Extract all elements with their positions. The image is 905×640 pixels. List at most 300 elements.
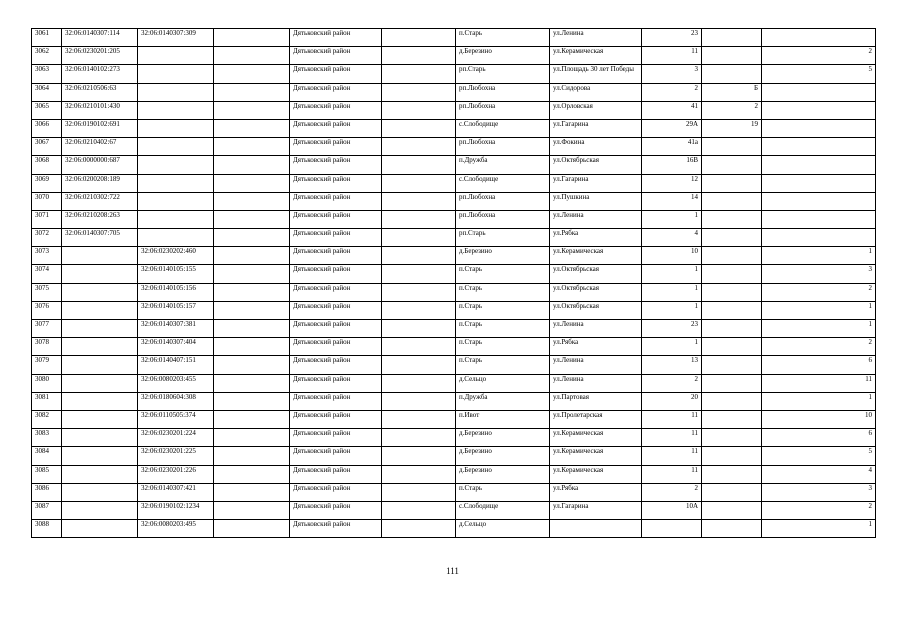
- settlement-cell: рп.Любохна: [456, 138, 550, 156]
- row-number-cell: 3078: [32, 338, 62, 356]
- street-cell: ул.Керамическая: [550, 429, 642, 447]
- house-number-cell: 41а: [642, 138, 702, 156]
- row-number-cell: 3068: [32, 156, 62, 174]
- cadastral-number-cell: [62, 356, 138, 374]
- empty-cell: [382, 138, 456, 156]
- settlement-cell: рп.Любохна: [456, 83, 550, 101]
- row-number-cell: 3070: [32, 192, 62, 210]
- street-cell: ул.Рябка: [550, 338, 642, 356]
- empty-cell: [382, 483, 456, 501]
- table-row: [32, 392, 876, 410]
- settlement-cell: п.Ивот: [456, 410, 550, 428]
- room-cell: 2: [762, 501, 876, 519]
- extra-cell: [214, 501, 290, 519]
- cadastral-number-2-cell: 32:06:0080203:455: [138, 374, 214, 392]
- extra-cell: [214, 247, 290, 265]
- row-number-cell: 3061: [32, 29, 62, 47]
- cadastral-number-2-cell: 32:06:0140307:421: [138, 483, 214, 501]
- room-cell: 2: [762, 338, 876, 356]
- row-number-cell: 3076: [32, 301, 62, 319]
- page-number: 111: [446, 566, 459, 576]
- settlement-cell: п.Старь: [456, 483, 550, 501]
- apartment-cell: [702, 156, 762, 174]
- row-number-cell: 3087: [32, 501, 62, 519]
- district-cell: Дятьковский район: [290, 29, 382, 47]
- room-cell: [762, 192, 876, 210]
- street-cell: ул.Керамическая: [550, 465, 642, 483]
- district-cell: Дятьковский район: [290, 356, 382, 374]
- apartment-cell: [702, 338, 762, 356]
- district-cell: Дятьковский район: [290, 374, 382, 392]
- cadastral-number-2-cell: 32:06:0230202:460: [138, 247, 214, 265]
- street-cell: ул.Гагарина: [550, 174, 642, 192]
- street-cell: ул.Гагарина: [550, 501, 642, 519]
- row-number-cell: 3071: [32, 210, 62, 228]
- settlement-cell: д.Березино: [456, 447, 550, 465]
- cadastral-number-cell: [62, 465, 138, 483]
- empty-cell: [382, 119, 456, 137]
- row-number-cell: 3062: [32, 47, 62, 65]
- cadastral-number-2-cell: [138, 47, 214, 65]
- cadastral-number-cell: [62, 483, 138, 501]
- room-cell: [762, 174, 876, 192]
- table-row: [32, 501, 876, 519]
- apartment-cell: Б: [702, 83, 762, 101]
- extra-cell: [214, 320, 290, 338]
- cadastral-number-cell: 32:06:0200208:189: [62, 174, 138, 192]
- cadastral-number-2-cell: [138, 138, 214, 156]
- row-number-cell: 3079: [32, 356, 62, 374]
- cadastral-number-cell: 32:06:0140307:705: [62, 229, 138, 247]
- room-cell: [762, 101, 876, 119]
- street-cell: [550, 520, 642, 538]
- street-cell: ул.Пролетарская: [550, 410, 642, 428]
- cadastral-number-cell: [62, 429, 138, 447]
- table-row: [32, 47, 876, 65]
- room-cell: [762, 29, 876, 47]
- apartment-cell: 19: [702, 119, 762, 137]
- house-number-cell: 13: [642, 356, 702, 374]
- cadastral-number-cell: 32:06:0140102:273: [62, 65, 138, 83]
- empty-cell: [382, 192, 456, 210]
- house-number-cell: 11: [642, 429, 702, 447]
- room-cell: [762, 138, 876, 156]
- street-cell: ул.Рябка: [550, 229, 642, 247]
- table-row: [32, 520, 876, 538]
- street-cell: ул.Ленина: [550, 29, 642, 47]
- table-row: [32, 356, 876, 374]
- room-cell: 5: [762, 447, 876, 465]
- district-cell: Дятьковский район: [290, 83, 382, 101]
- cadastral-number-2-cell: [138, 119, 214, 137]
- extra-cell: [214, 174, 290, 192]
- row-number-cell: 3083: [32, 429, 62, 447]
- district-cell: Дятьковский район: [290, 192, 382, 210]
- table-row: [32, 138, 876, 156]
- cadastral-number-2-cell: [138, 101, 214, 119]
- room-cell: [762, 156, 876, 174]
- cadastral-number-2-cell: 32:06:0140105:155: [138, 265, 214, 283]
- apartment-cell: [702, 47, 762, 65]
- street-cell: ул.Рябка: [550, 483, 642, 501]
- room-cell: 2: [762, 47, 876, 65]
- row-number-cell: 3065: [32, 101, 62, 119]
- cadastral-number-2-cell: 32:06:0180604:308: [138, 392, 214, 410]
- district-cell: Дятьковский район: [290, 65, 382, 83]
- extra-cell: [214, 392, 290, 410]
- apartment-cell: [702, 301, 762, 319]
- cadastral-number-cell: [62, 265, 138, 283]
- house-number-cell: 11: [642, 47, 702, 65]
- extra-cell: [214, 210, 290, 228]
- settlement-cell: с.Слободище: [456, 501, 550, 519]
- room-cell: 1: [762, 320, 876, 338]
- cadastral-number-2-cell: 32:06:0140307:381: [138, 320, 214, 338]
- empty-cell: [382, 156, 456, 174]
- apartment-cell: [702, 465, 762, 483]
- table-row: [32, 229, 876, 247]
- street-cell: ул.Керамическая: [550, 47, 642, 65]
- row-number-cell: 3067: [32, 138, 62, 156]
- extra-cell: [214, 47, 290, 65]
- house-number-cell: 1: [642, 338, 702, 356]
- cadastral-number-2-cell: 32:06:0230201:225: [138, 447, 214, 465]
- empty-cell: [382, 520, 456, 538]
- apartment-cell: [702, 429, 762, 447]
- row-number-cell: 3081: [32, 392, 62, 410]
- settlement-cell: д.Березино: [456, 47, 550, 65]
- cadastral-number-2-cell: [138, 83, 214, 101]
- street-cell: ул.Керамическая: [550, 247, 642, 265]
- cadastral-number-2-cell: 32:06:0140307:404: [138, 338, 214, 356]
- apartment-cell: [702, 483, 762, 501]
- district-cell: Дятьковский район: [290, 429, 382, 447]
- settlement-cell: д.Сельцо: [456, 374, 550, 392]
- empty-cell: [382, 65, 456, 83]
- apartment-cell: [702, 229, 762, 247]
- settlement-cell: п.Дружба: [456, 156, 550, 174]
- extra-cell: [214, 429, 290, 447]
- row-number-cell: 3063: [32, 65, 62, 83]
- settlement-cell: п.Старь: [456, 265, 550, 283]
- house-number-cell: 11: [642, 465, 702, 483]
- settlement-cell: п.Старь: [456, 29, 550, 47]
- table-row: [32, 101, 876, 119]
- cadastral-number-2-cell: 32:06:0140105:157: [138, 301, 214, 319]
- empty-cell: [382, 101, 456, 119]
- empty-cell: [382, 410, 456, 428]
- room-cell: [762, 210, 876, 228]
- room-cell: 6: [762, 429, 876, 447]
- settlement-cell: с.Слободище: [456, 119, 550, 137]
- extra-cell: [214, 138, 290, 156]
- extra-cell: [214, 447, 290, 465]
- district-cell: Дятьковский район: [290, 101, 382, 119]
- extra-cell: [214, 101, 290, 119]
- street-cell: ул.Партовая: [550, 392, 642, 410]
- settlement-cell: п.Дружба: [456, 392, 550, 410]
- settlement-cell: д.Березино: [456, 465, 550, 483]
- row-number-cell: 3073: [32, 247, 62, 265]
- empty-cell: [382, 210, 456, 228]
- table-row: [32, 83, 876, 101]
- empty-cell: [382, 338, 456, 356]
- table-row: [32, 483, 876, 501]
- house-number-cell: 2: [642, 83, 702, 101]
- apartment-cell: [702, 520, 762, 538]
- row-number-cell: 3082: [32, 410, 62, 428]
- cadastral-number-cell: [62, 338, 138, 356]
- cadastral-number-cell: [62, 520, 138, 538]
- apartment-cell: [702, 410, 762, 428]
- empty-cell: [382, 29, 456, 47]
- cadastral-number-2-cell: 32:06:0230201:226: [138, 465, 214, 483]
- settlement-cell: рп.Старь: [456, 229, 550, 247]
- extra-cell: [214, 229, 290, 247]
- settlement-cell: д.Березино: [456, 429, 550, 447]
- row-number-cell: 3084: [32, 447, 62, 465]
- district-cell: Дятьковский район: [290, 520, 382, 538]
- extra-cell: [214, 192, 290, 210]
- room-cell: 4: [762, 465, 876, 483]
- row-number-cell: 3080: [32, 374, 62, 392]
- district-cell: Дятьковский район: [290, 483, 382, 501]
- apartment-cell: [702, 192, 762, 210]
- house-number-cell: [642, 520, 702, 538]
- cadastral-number-2-cell: [138, 156, 214, 174]
- district-cell: Дятьковский район: [290, 320, 382, 338]
- cadastral-number-cell: [62, 410, 138, 428]
- cadastral-number-cell: [62, 447, 138, 465]
- house-number-cell: 14: [642, 192, 702, 210]
- apartment-cell: [702, 65, 762, 83]
- table-row: [32, 174, 876, 192]
- cadastral-number-cell: 32:06:0210208:263: [62, 210, 138, 228]
- cadastral-number-2-cell: [138, 192, 214, 210]
- cadastral-number-2-cell: [138, 229, 214, 247]
- house-number-cell: 10А: [642, 501, 702, 519]
- cadastral-number-cell: [62, 301, 138, 319]
- street-cell: ул.Ленина: [550, 374, 642, 392]
- district-cell: Дятьковский район: [290, 338, 382, 356]
- settlement-cell: п.Старь: [456, 356, 550, 374]
- district-cell: Дятьковский район: [290, 138, 382, 156]
- row-number-cell: 3085: [32, 465, 62, 483]
- extra-cell: [214, 156, 290, 174]
- row-number-cell: 3064: [32, 83, 62, 101]
- house-number-cell: 1: [642, 283, 702, 301]
- table-row: [32, 301, 876, 319]
- extra-cell: [214, 301, 290, 319]
- apartment-cell: [702, 320, 762, 338]
- room-cell: 2: [762, 283, 876, 301]
- cadastral-number-2-cell: [138, 65, 214, 83]
- district-cell: Дятьковский район: [290, 229, 382, 247]
- table-row: [32, 247, 876, 265]
- cadastral-number-2-cell: 32:06:0190102:1234: [138, 501, 214, 519]
- cadastral-number-cell: [62, 320, 138, 338]
- empty-cell: [382, 356, 456, 374]
- apartment-cell: [702, 138, 762, 156]
- room-cell: 1: [762, 392, 876, 410]
- house-number-cell: 3: [642, 65, 702, 83]
- street-cell: ул.Пушкина: [550, 192, 642, 210]
- district-cell: Дятьковский район: [290, 410, 382, 428]
- cadastral-number-cell: [62, 247, 138, 265]
- empty-cell: [382, 47, 456, 65]
- cadastral-number-cell: 32:06:0210101:430: [62, 101, 138, 119]
- street-cell: ул.Октябрьская: [550, 265, 642, 283]
- street-cell: ул.Октябрьская: [550, 301, 642, 319]
- house-number-cell: 2: [642, 374, 702, 392]
- room-cell: 10: [762, 410, 876, 428]
- cadastral-number-2-cell: [138, 174, 214, 192]
- extra-cell: [214, 283, 290, 301]
- cadastral-number-cell: 32:06:0210302:722: [62, 192, 138, 210]
- house-number-cell: 41: [642, 101, 702, 119]
- district-cell: Дятьковский район: [290, 392, 382, 410]
- house-number-cell: 1: [642, 265, 702, 283]
- extra-cell: [214, 465, 290, 483]
- apartment-cell: [702, 356, 762, 374]
- room-cell: 3: [762, 265, 876, 283]
- settlement-cell: рп.Любохна: [456, 210, 550, 228]
- settlement-cell: д.Березино: [456, 247, 550, 265]
- registry-table: [31, 28, 876, 538]
- house-number-cell: 11: [642, 447, 702, 465]
- cadastral-number-2-cell: [138, 210, 214, 228]
- extra-cell: [214, 119, 290, 137]
- cadastral-number-cell: 32:06:0140307:114: [62, 29, 138, 47]
- empty-cell: [382, 301, 456, 319]
- room-cell: 1: [762, 301, 876, 319]
- empty-cell: [382, 83, 456, 101]
- row-number-cell: 3069: [32, 174, 62, 192]
- settlement-cell: рп.Любохна: [456, 101, 550, 119]
- cadastral-number-cell: [62, 374, 138, 392]
- settlement-cell: п.Старь: [456, 338, 550, 356]
- cadastral-number-cell: 32:06:0000000:687: [62, 156, 138, 174]
- settlement-cell: рп.Старь: [456, 65, 550, 83]
- district-cell: Дятьковский район: [290, 174, 382, 192]
- district-cell: Дятьковский район: [290, 447, 382, 465]
- street-cell: ул.Октябрьская: [550, 156, 642, 174]
- room-cell: [762, 229, 876, 247]
- street-cell: ул.Октябрьская: [550, 283, 642, 301]
- apartment-cell: [702, 392, 762, 410]
- district-cell: Дятьковский район: [290, 301, 382, 319]
- apartment-cell: [702, 447, 762, 465]
- room-cell: [762, 83, 876, 101]
- empty-cell: [382, 465, 456, 483]
- district-cell: Дятьковский район: [290, 210, 382, 228]
- house-number-cell: 2: [642, 483, 702, 501]
- room-cell: [762, 119, 876, 137]
- empty-cell: [382, 283, 456, 301]
- apartment-cell: [702, 210, 762, 228]
- table-row: [32, 429, 876, 447]
- empty-cell: [382, 320, 456, 338]
- district-cell: Дятьковский район: [290, 119, 382, 137]
- house-number-cell: 11: [642, 410, 702, 428]
- district-cell: Дятьковский район: [290, 47, 382, 65]
- settlement-cell: п.Старь: [456, 301, 550, 319]
- street-cell: ул.Ленина: [550, 320, 642, 338]
- row-number-cell: 3086: [32, 483, 62, 501]
- settlement-cell: с.Слободище: [456, 174, 550, 192]
- district-cell: Дятьковский район: [290, 156, 382, 174]
- house-number-cell: 20: [642, 392, 702, 410]
- street-cell: ул.Ленина: [550, 210, 642, 228]
- apartment-cell: [702, 501, 762, 519]
- empty-cell: [382, 229, 456, 247]
- row-number-cell: 3088: [32, 520, 62, 538]
- table-row: [32, 465, 876, 483]
- cadastral-number-2-cell: 32:06:0140105:156: [138, 283, 214, 301]
- cadastral-number-cell: 32:06:0190102:691: [62, 119, 138, 137]
- settlement-cell: п.Старь: [456, 320, 550, 338]
- table-row: [32, 65, 876, 83]
- street-cell: ул.Фокина: [550, 138, 642, 156]
- table-row: [32, 265, 876, 283]
- row-number-cell: 3075: [32, 283, 62, 301]
- extra-cell: [214, 356, 290, 374]
- room-cell: 1: [762, 247, 876, 265]
- empty-cell: [382, 265, 456, 283]
- apartment-cell: [702, 247, 762, 265]
- street-cell: ул.Сидорова: [550, 83, 642, 101]
- room-cell: 6: [762, 356, 876, 374]
- house-number-cell: 29А: [642, 119, 702, 137]
- table-row: [32, 283, 876, 301]
- extra-cell: [214, 520, 290, 538]
- table-row: [32, 210, 876, 228]
- table-row: [32, 320, 876, 338]
- empty-cell: [382, 447, 456, 465]
- row-number-cell: 3074: [32, 265, 62, 283]
- district-cell: Дятьковский район: [290, 265, 382, 283]
- house-number-cell: 10: [642, 247, 702, 265]
- table-row: [32, 29, 876, 47]
- cadastral-number-cell: 32:06:0210402:67: [62, 138, 138, 156]
- extra-cell: [214, 374, 290, 392]
- room-cell: 1: [762, 520, 876, 538]
- registry-table-body: [32, 29, 876, 538]
- extra-cell: [214, 83, 290, 101]
- empty-cell: [382, 429, 456, 447]
- cadastral-number-2-cell: 32:06:0080203:495: [138, 520, 214, 538]
- cadastral-number-cell: [62, 283, 138, 301]
- cadastral-number-cell: [62, 501, 138, 519]
- cadastral-number-2-cell: 32:06:0230201:224: [138, 429, 214, 447]
- district-cell: Дятьковский район: [290, 465, 382, 483]
- street-cell: ул.Площадь 30 лет Победы: [550, 65, 642, 83]
- apartment-cell: [702, 283, 762, 301]
- street-cell: ул.Керамическая: [550, 447, 642, 465]
- table-row: [32, 119, 876, 137]
- extra-cell: [214, 65, 290, 83]
- district-cell: Дятьковский район: [290, 247, 382, 265]
- cadastral-number-2-cell: 32:06:0140307:309: [138, 29, 214, 47]
- settlement-cell: рп.Любохна: [456, 192, 550, 210]
- empty-cell: [382, 392, 456, 410]
- house-number-cell: 1: [642, 210, 702, 228]
- extra-cell: [214, 338, 290, 356]
- settlement-cell: п.Старь: [456, 283, 550, 301]
- street-cell: ул.Орловская: [550, 101, 642, 119]
- apartment-cell: [702, 265, 762, 283]
- table-row: [32, 447, 876, 465]
